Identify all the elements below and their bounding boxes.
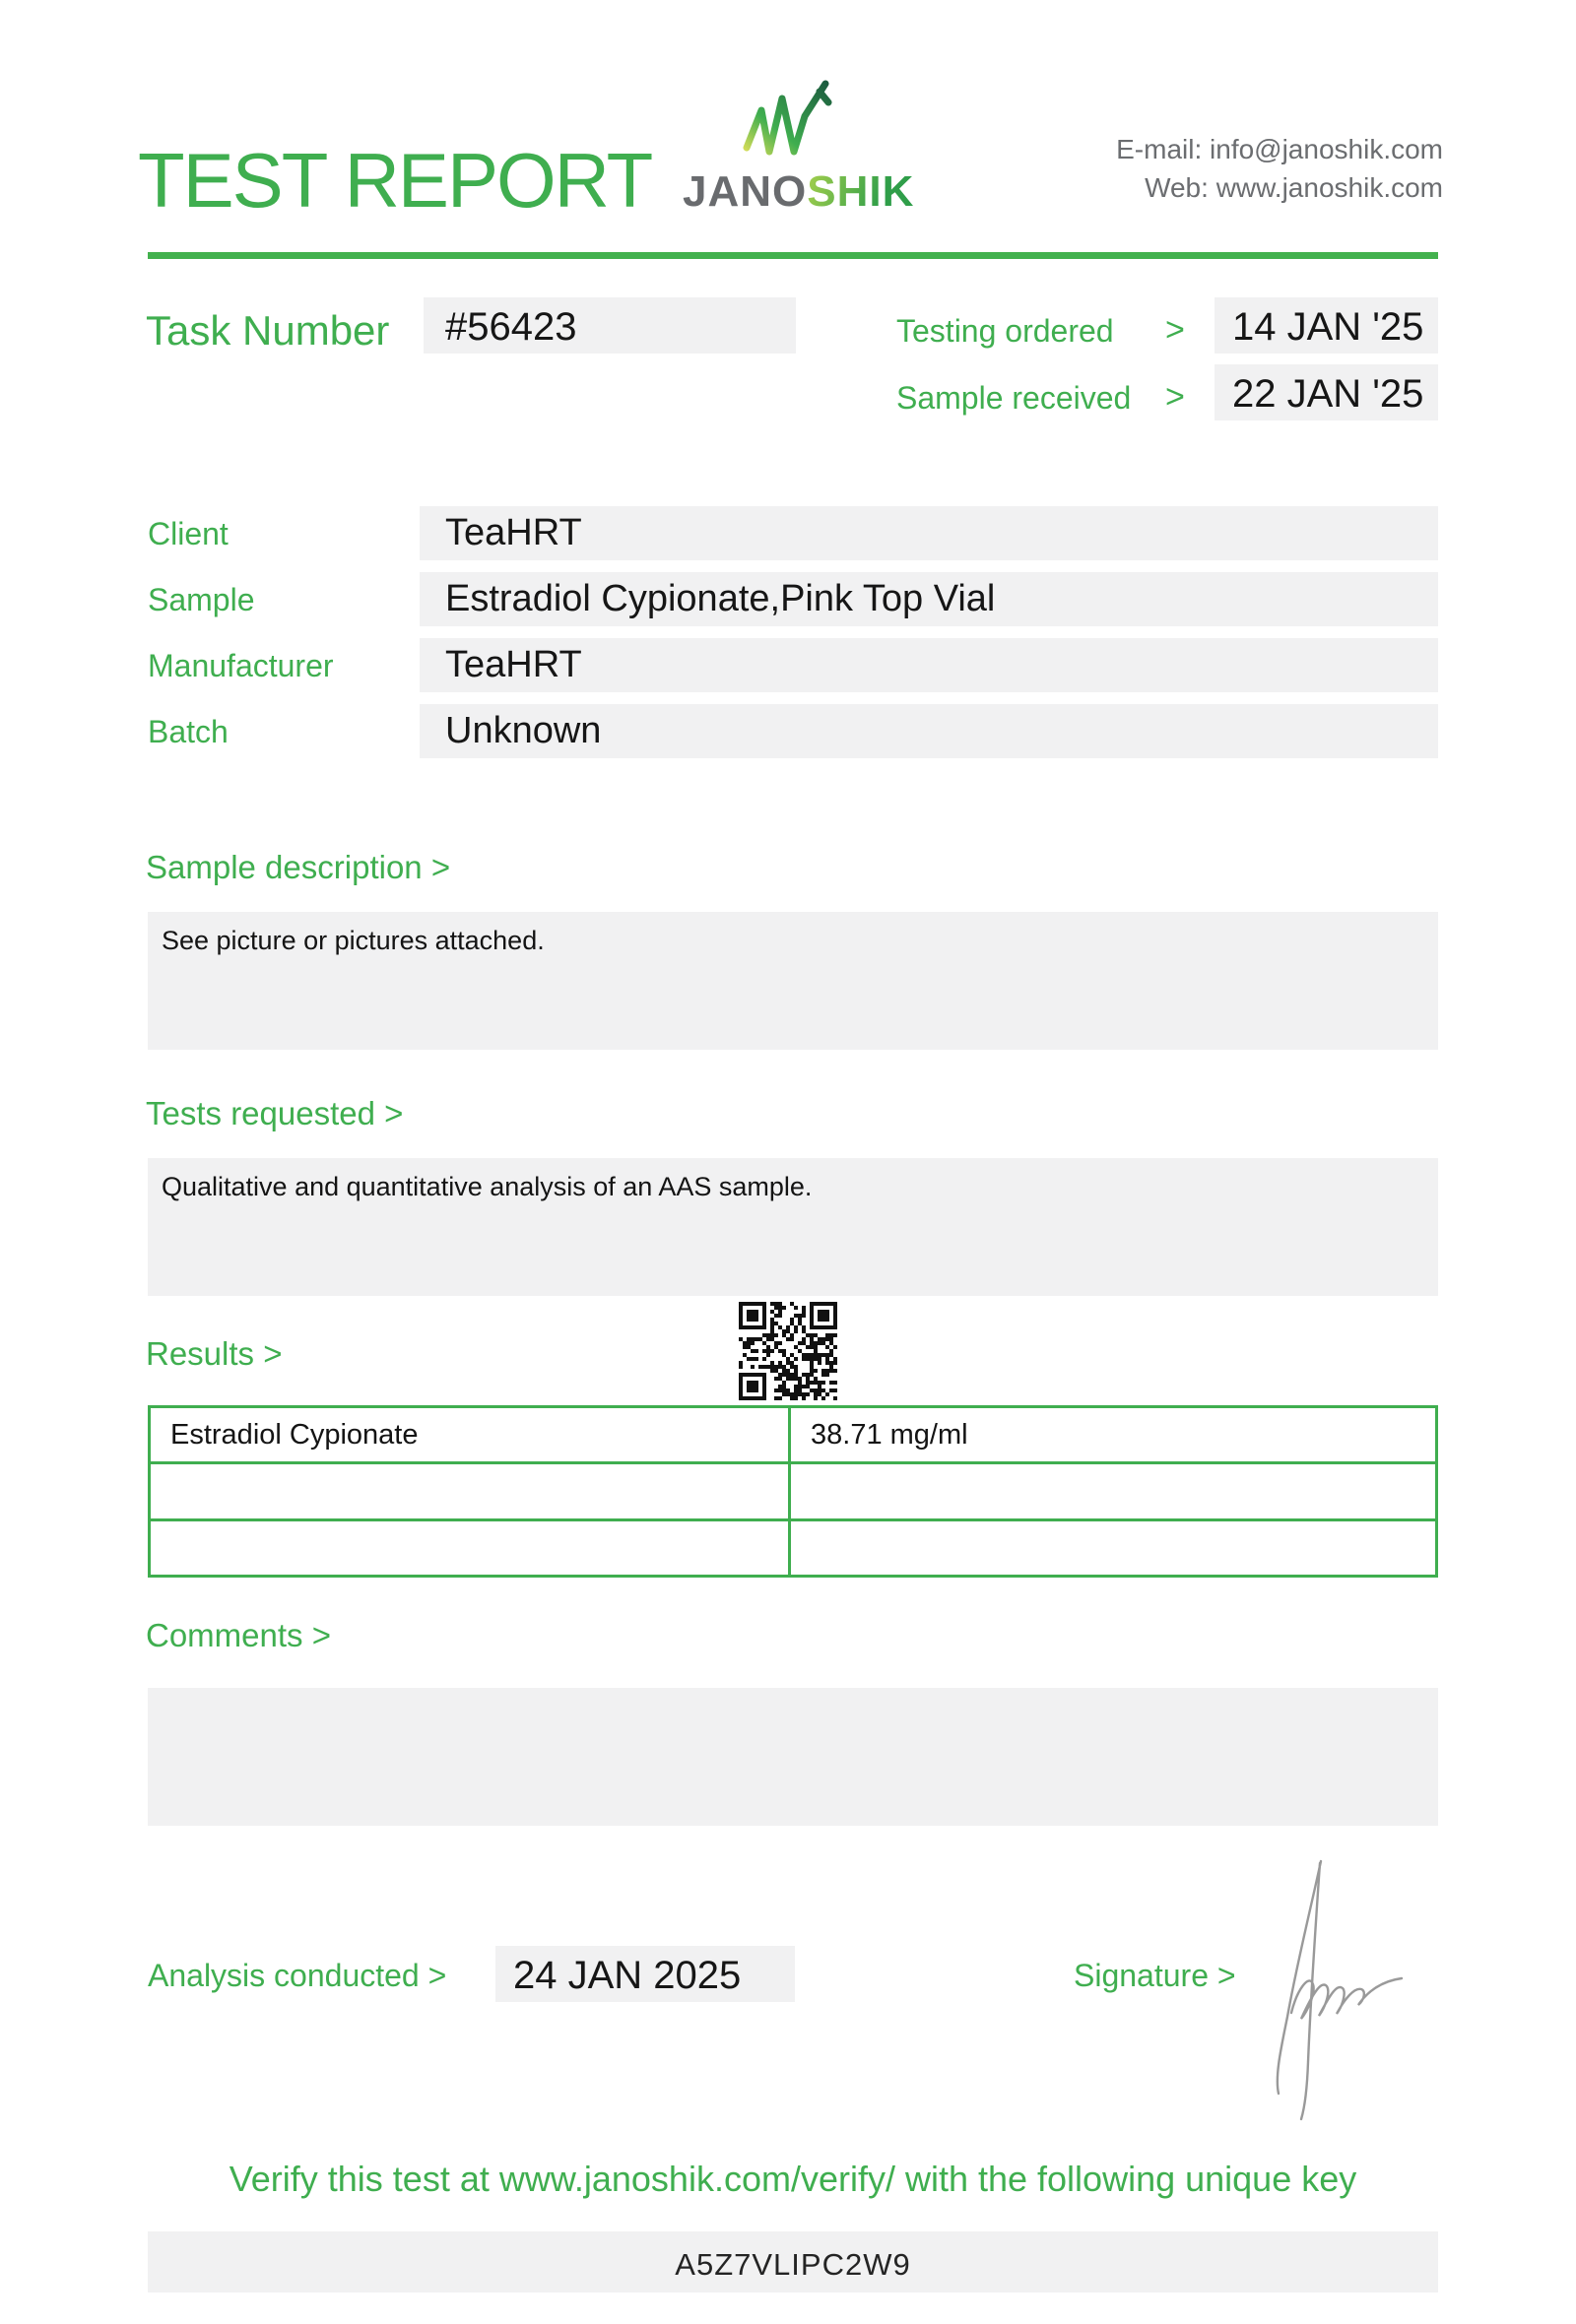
sample-description-text: See picture or pictures attached. <box>162 926 545 955</box>
testing-ordered-label: Testing ordered <box>896 313 1114 349</box>
sample-received-value: 22 JAN '25 <box>1232 372 1424 416</box>
results-value: 38.71 mg/ml <box>790 1407 1437 1463</box>
logo-chart-icon <box>739 77 837 167</box>
logo-text-gray: JANO <box>683 167 808 216</box>
logo-wordmark <box>683 167 914 217</box>
tests-requested-text: Qualitative and quantitative analysis of an AAS sample. <box>162 1172 813 1201</box>
task-number-value: #56423 <box>445 305 577 349</box>
signature-scribble <box>1264 1824 1426 2124</box>
analysis-date-value: 24 JAN 2025 <box>513 1954 742 1997</box>
sample-description-heading: Sample description > <box>146 849 451 885</box>
contact-web: Web: www.janoshik.com <box>1145 172 1443 203</box>
contact-block <box>1116 130 1443 207</box>
results-value <box>790 1463 1437 1519</box>
analysis-conducted-label: Analysis conducted > <box>148 1958 447 1993</box>
results-analyte <box>150 1519 790 1576</box>
verify-instruction: Verify this test at www.janoshik.com/verify/ with the following unique key <box>229 2159 1357 2199</box>
manufacturer-value: TeaHRT <box>445 644 582 685</box>
results-row <box>150 1407 1437 1463</box>
contact-email: E-mail: info@janoshik.com <box>1116 134 1443 164</box>
testing-ordered-value: 14 JAN '25 <box>1232 305 1424 349</box>
sample-label: Sample <box>148 582 255 617</box>
comments-box <box>148 1688 1438 1826</box>
logo-text-green: SHIK <box>807 167 915 216</box>
client-value: TeaHRT <box>445 512 582 553</box>
results-value <box>790 1519 1437 1576</box>
testing-ordered-arrow: > <box>1165 311 1185 349</box>
tests-requested-heading: Tests requested > <box>146 1095 404 1131</box>
page-title: TEST REPORT <box>138 137 652 224</box>
results-heading: Results > <box>146 1335 283 1372</box>
client-label: Client <box>148 516 229 551</box>
sample-received-arrow: > <box>1165 378 1185 416</box>
manufacturer-label: Manufacturer <box>148 648 334 683</box>
sample-value: Estradiol Cypionate,Pink Top Vial <box>445 578 996 619</box>
results-analyte <box>150 1463 790 1519</box>
signature-label: Signature > <box>1074 1958 1236 1993</box>
results-row <box>150 1519 1437 1576</box>
batch-value: Unknown <box>445 710 602 751</box>
sample-received-label: Sample received <box>896 380 1132 416</box>
batch-label: Batch <box>148 714 229 749</box>
results-table <box>148 1405 1438 1578</box>
task-number-label: Task Number <box>146 307 390 354</box>
unique-key-value: A5Z7VLIPC2W9 <box>675 2247 911 2282</box>
header-divider <box>148 252 1438 259</box>
results-analyte: Estradiol Cypionate <box>150 1407 790 1463</box>
comments-heading: Comments > <box>146 1617 331 1653</box>
results-row <box>150 1463 1437 1519</box>
qr-code <box>739 1302 837 1400</box>
